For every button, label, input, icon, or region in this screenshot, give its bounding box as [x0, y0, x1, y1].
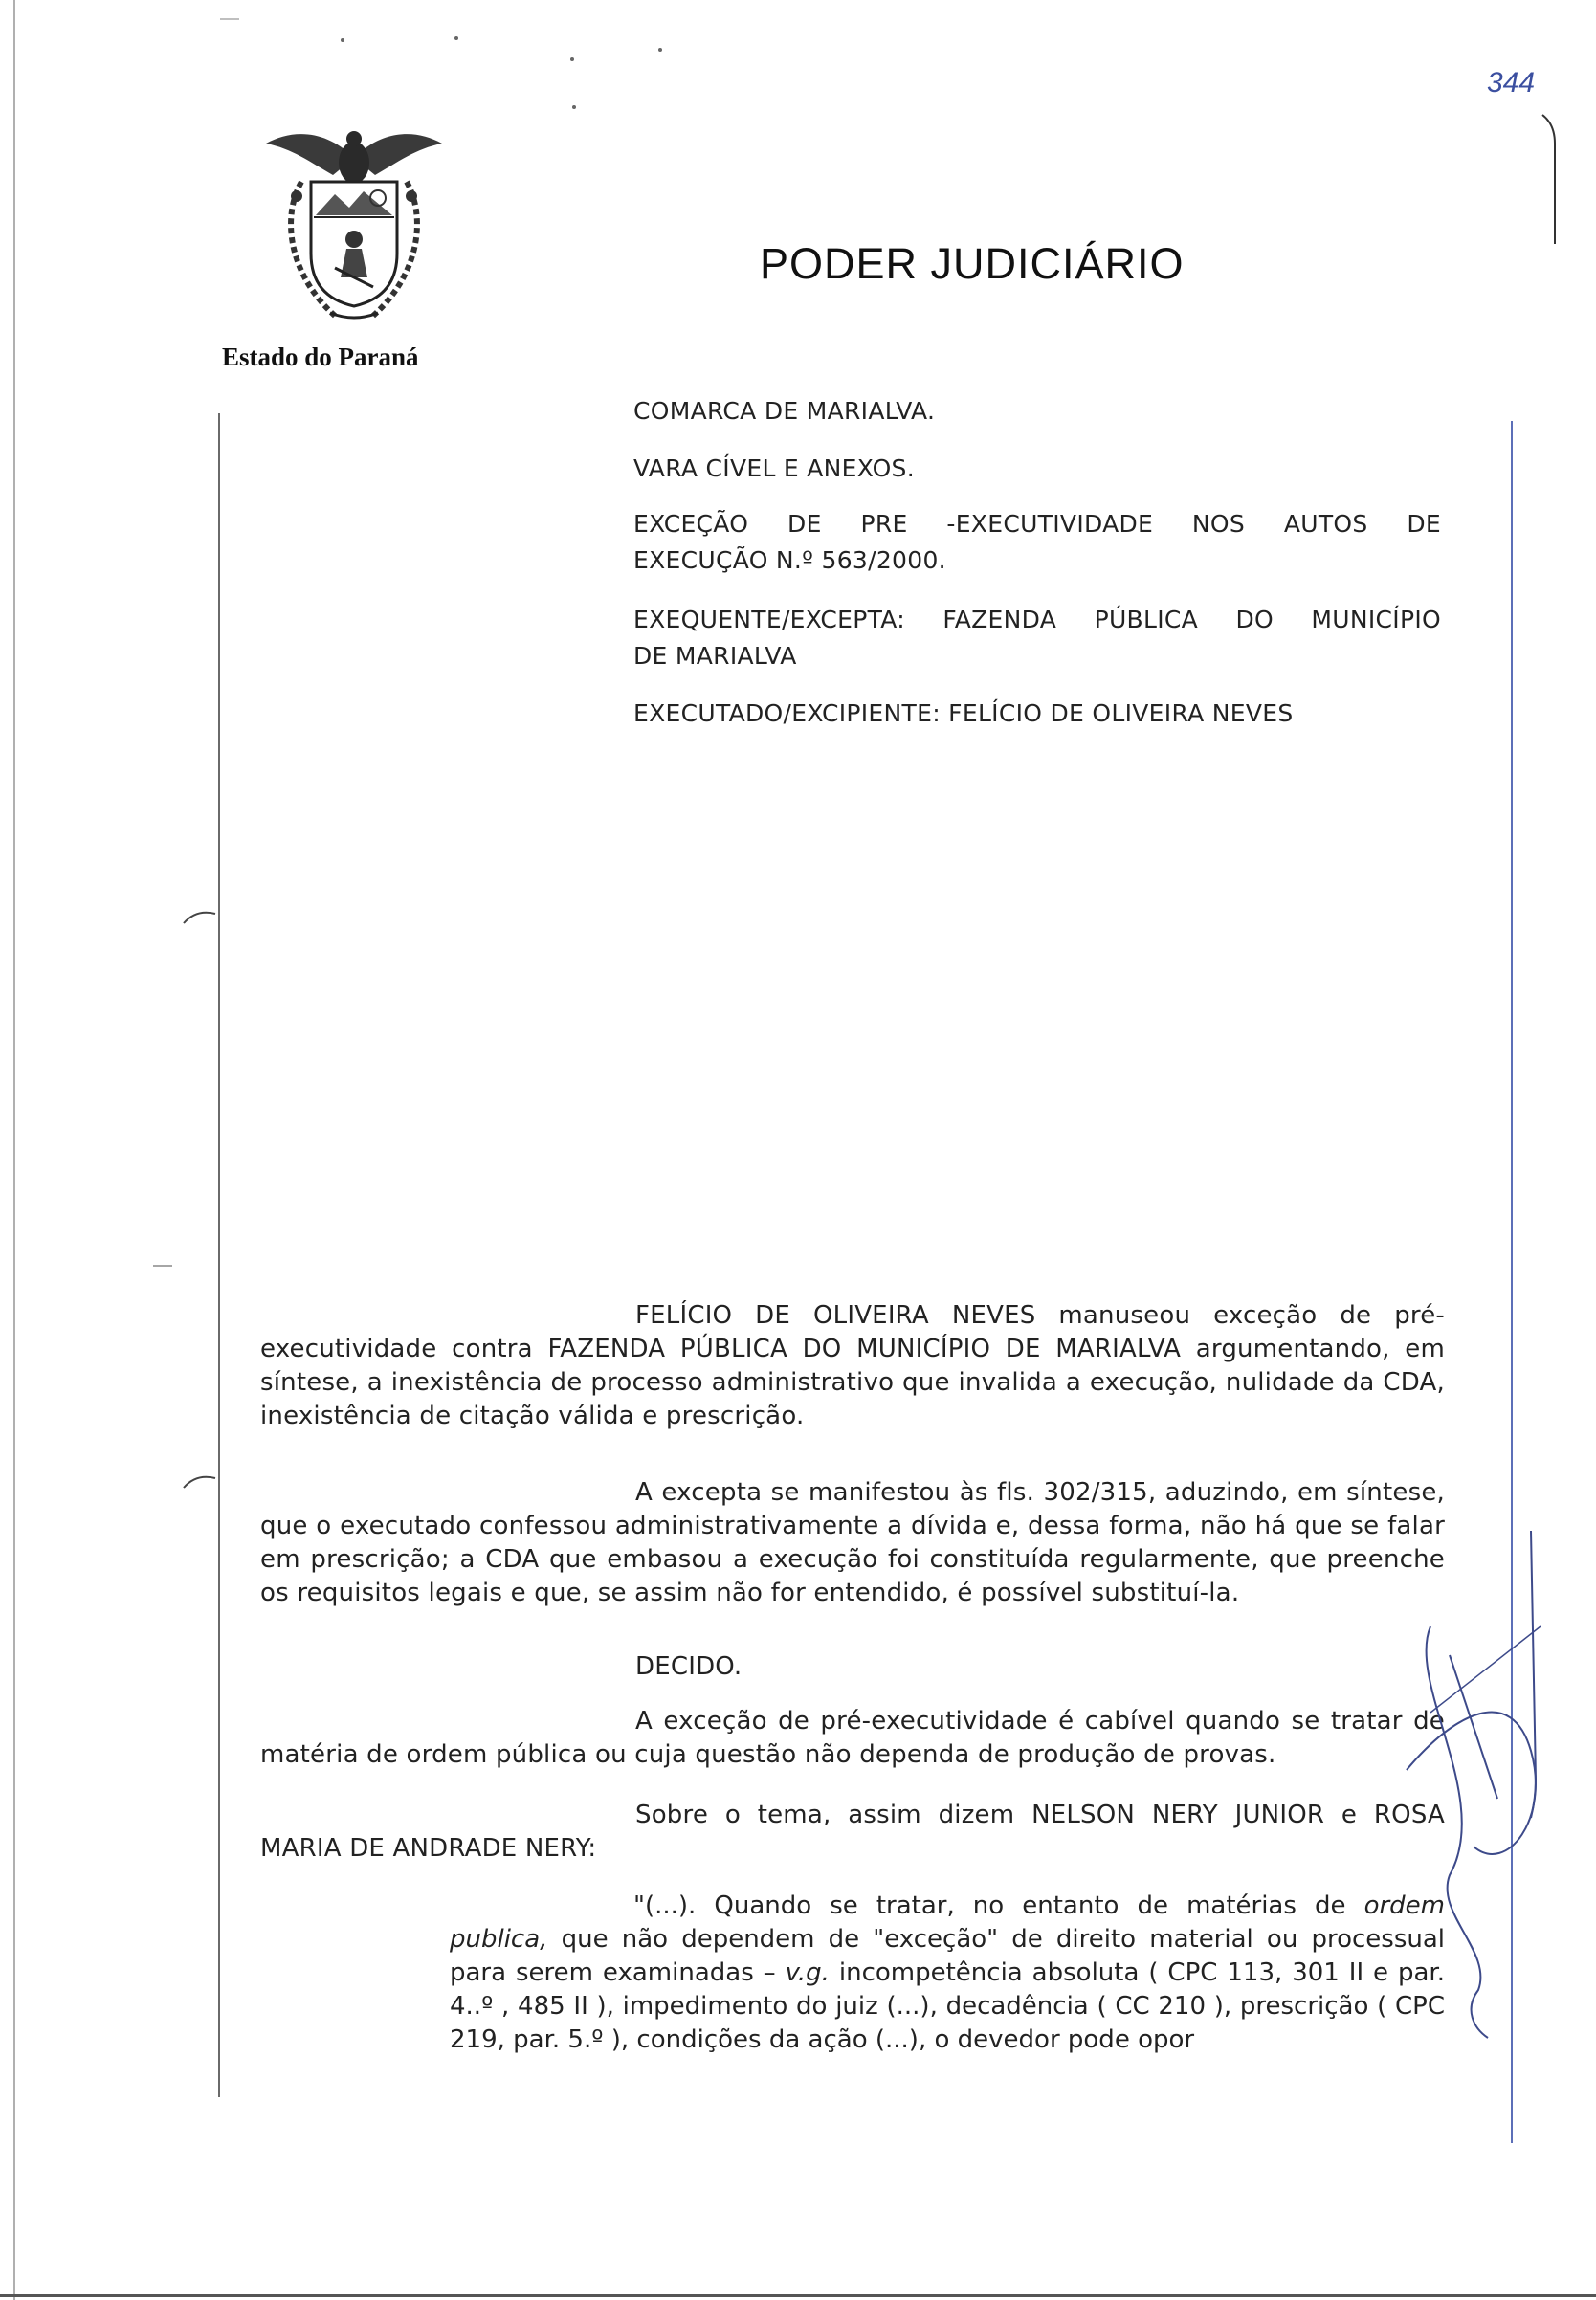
paragraph-2: A excepta se manifestou às fls. 302/315, aduzindo, em síntese, que o executado confessou administrativamente a dívida e, dessa forma, não há que se falar em prescrição; a CDA que embasou a execução foi constituída regularmente, que preenche os requisitos legais e que, se assim não for entendido, é possível substituí-la.	[260, 1478, 1445, 1607]
vara-line: VARA CÍVEL E ANEXOS.	[633, 454, 915, 482]
court-title: PODER JUDICIÁRIO	[760, 239, 1185, 288]
exequente-line-1: EXEQUENTE/EXCEPTA: FAZENDA PÚBLICA DO MUNICÍPIO	[633, 606, 1441, 633]
quote-text-a: "(...). Quando se tratar, no entanto de matérias de	[633, 1891, 1364, 1920]
excecao-line-2: EXECUÇÃO N.º 563/2000.	[633, 546, 946, 574]
quote-italic-vg: v.g.	[785, 1958, 830, 1987]
page-number: 344	[1487, 67, 1536, 99]
quote-italic-ordem-publica: ordem publica,	[450, 1891, 1445, 1954]
decido-heading: DECIDO.	[635, 1652, 743, 1681]
comarca-line: COMARCA DE MARIALVA.	[633, 397, 936, 425]
quote-text-b: que não dependem de "exceção" de direito material ou processual para serem examinadas –	[450, 1925, 1445, 1987]
executado-line: EXECUTADO/EXCIPIENTE: FELÍCIO DE OLIVEIRA NEVES	[633, 699, 1294, 727]
paragraph-3: A exceção de pré-executividade é cabível quando se tratar de matéria de ordem pública ou cuja questão não dependa de produção de provas.	[260, 1707, 1445, 1769]
excecao-line-1: EXCEÇÃO DE PRE -EXECUTIVIDADE NOS AUTOS DE	[633, 510, 1441, 538]
state-label: Estado do Paraná	[222, 343, 419, 371]
exequente-line-2: DE MARIALVA	[633, 642, 797, 670]
quote-text-c: incompetência absoluta ( CPC 113, 301 II e par. 4..º , 485 II ), impedimento do juiz (...), decadência ( CC 210 ), prescrição ( CPC 219, par. 5.º ), condições da ação (...), o devedor pode opor	[450, 1958, 1445, 2054]
paragraph-1: FELÍCIO DE OLIVEIRA NEVES manuseou exceção de pré-executividade contra FAZENDA PÚBLICA DO MUNICÍPIO DE MARIALVA argumentando, em síntese, a inexistência de processo administrativo que invalida a execução, nulidade da CDA, inexistência de citação válida e prescrição.	[260, 1301, 1445, 1430]
paragraph-4: Sobre o tema, assim dizem NELSON NERY JUNIOR e ROSA MARIA DE ANDRADE NERY:	[260, 1801, 1445, 1863]
